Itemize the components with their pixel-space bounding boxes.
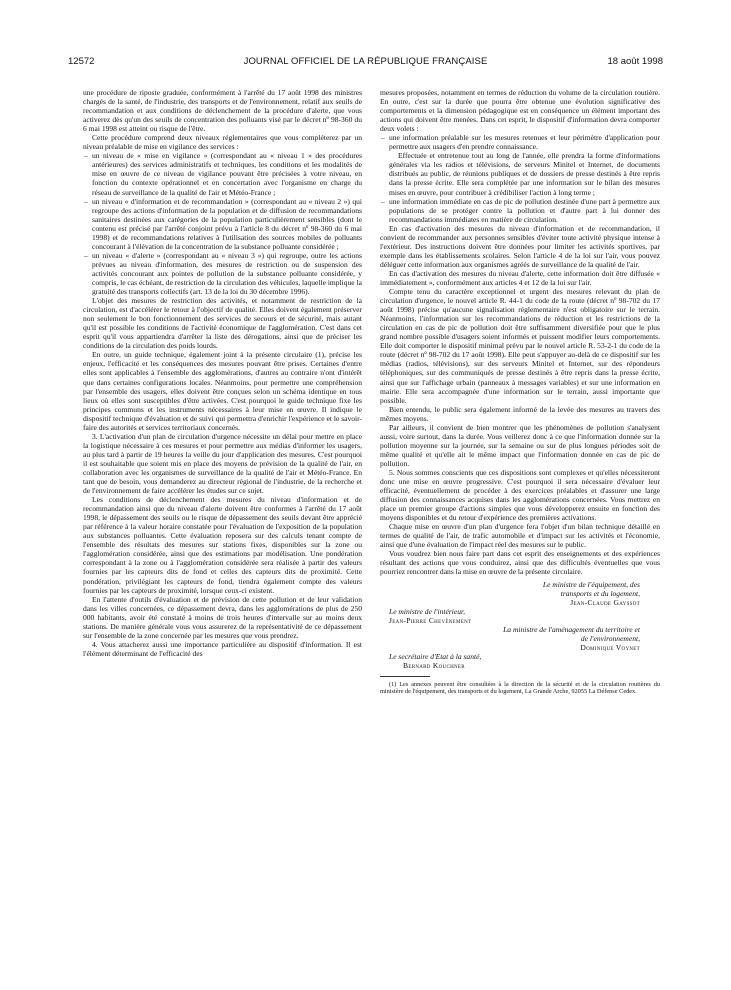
paragraph: Par ailleurs, il convient de bien montrer que les phénomènes de pollution s'analysent aussi, voire surtout, dans la durée. Vous veillerez donc à ce que l'information donnée sur la pollution moyenne sur la journée, sur la semaine ou sur de plus longues périodes soit de même qualité et qu'elle ait le même impact que l'information donnée en cas de pic de pollution. [380,422,660,468]
left-column [83,88,362,978]
publication-date: 18 août 1998 [607,56,663,67]
paragraph: Les conditions de déclenchement des mesures du niveau d'information et de recommandation ainsi que du niveau d'alerte doivent être conformes à l'arrêté du 17 août 1998, le dépassement des seuils ou le risque de dépassement des seuils devant être apprécié par référence à la valeur horaire constatée pour l'évaluation de l'exposition de la population aux substances polluantes. Cette évaluation reposera sur des calculs tenant compte de l'ensemble des résultats des mesures sur stations fixes, disponibles sur la zone ou l'agglomération considérée, ainsi que des estimations par modélisation. Une pondération correspondant à la zone ou à l'agglomération considérée sera réalisée à partir des valeurs fournies par les capteurs dits de fond et celles des capteurs dits de proximité. Cette pondération, privilégiant les capteurs de fond, tiendra également compte des valeurs fournies par les capteurs de proximité, lorsque ceux-ci existent. [83,495,362,595]
list-item: – un niveau « d'alerte » (correspondant au « niveau 3 ») qui regroupe, outre les actions prévues au niveau d'information, des mesures de restriction ou de suspension des activités concourant aux pointes de pollution de la substance polluante considérée, y compris, le cas échéant, de restriction de la circulation des véhicules, laquelle implique la gratuité des transports collectifs (art. 13 de la loi du 30 décembre 1996). [92,251,362,296]
footnote-divider [380,676,430,677]
list-item: – une information immédiate en cas de pic de pollution destinée d'une part à permettre aux populations de se protéger contre la pollution et d'autre part à lui donner des recommandations immédiates en matière de circulation. [389,197,660,224]
signatory-title: Le ministre de l'équipement, des transports et du logement, [542,579,640,598]
signatory-title: Le secrétaire d'Etat à la santé, [389,651,482,661]
signatory-title: La ministre de l'aménagement du territoire et de l'environnement, [503,624,640,643]
list-item: – un niveau de « mise en vigilance » (correspondant au « niveau 1 » des procédures antérieures) des services administratifs et techniques, les conditions et les modalités de mise en œuvre de ce niveau de vigilance pouvant être précisées à votre niveau, en fonction du contexte opérationnel et en concertation avec l'organisme en charge du réseau de surveillance de la qualité de l'air et Météo-France ; [92,151,362,196]
signatory-name: Dominique Voynet [580,642,640,652]
page-header [68,56,663,70]
paragraph: Bien entendu, le public sera également informé de la levée des mesures au travers des mêmes moyens. [380,404,660,423]
paragraph: Effectuée et entretenue tout au long de l'année, elle prendra la forme d'informations générales via les radios et télévisions, de serveurs Minitel et Internet, de documents distribués au public, de réunions publiques et de dossiers de presse destinés à être repris dans la presse écrite. Elle sera complétée par une information sur le bilan des mesures mises en œuvre, pour contribuer à crédibiliser l'action à long terme ; [389,151,660,197]
level-list [83,151,362,296]
paragraph: une procédure de riposte graduée, conformément à l'arrêté du 17 août 1998 des ministres chargés de la santé, de l'industrie, des transports et de l'environnement, relatif aux seuils de recommandation et aux conditions de déclenchement de la procédure d'alerte, que vous activerez dès qu'un des seuils de concentration des polluants visé par le décret nº 98-360 du 6 mai 1998 est atteint ou risque de l'être. [83,88,362,134]
paragraph: 4. Vous attacherez aussi une importance particulière au dispositif d'information. Il est l'élément déterminant de l'efficacité des [83,639,362,658]
paragraph: Compte tenu du caractère exceptionnel et urgent des mesures relevant du plan de circulation d'urgence, le nouvel article R. 44-1 du code de la route (décret nº 98-702 du 17 août 1998) précise qu'aucune signalisation réglementaire n'est obligatoire sur le terrain. Néanmoins, l'information sur les recommandations de réduction et les restrictions de la circulation en cas de pic de pollution doit être suffisamment diversifiée pour que le plus grand nombre possible d'usagers soient informés et puissent modifier leurs comportements. Elle doit comporter le dispositif minimal prévu par le nouvel article R. 53-2-1 du code de la route (décret nº 98-702 du 17 août 1998). Elle peut s'appuyer au-delà de ce dispositif sur les médias (radios, télévisions), sur des serveurs Minitel et Internet, sur des répondeurs téléphoniques, sur des communiqués de presse destinés à être repris dans la presse écrite, ainsi que sur l'affichage urbain (panneaux à messages variables) et sur une information en mairie. Elle sera accompagnée d'une information sur le terrain, aussi importante que possible. [380,287,660,405]
information-list [380,133,660,151]
paragraph: mesures proposées, notamment en termes de réduction du volume de la circulation routière. En outre, c'est sur la durée que pourra être obtenue une évolution significative des comportements et la dimension pédagogique est en conséquence un élément important des actions qui doivent être menées. Dans cet esprit, le dispositif d'information devra comporter deux volets : [380,88,660,134]
signatory-name: Jean-Claude Gayssot [570,597,640,607]
paragraph: En l'attente d'outils d'évaluation et de prévision de cette pollution et de leur validation dans les villes concernées, ce dépassement devra, dans les agglomérations de plus de 250 000 habitants, avoir été constaté à moins de trois heures d'intervalle sur au moins deux stations. De manière générale vous vous assurerez de la représentativité de ce dépassement sur l'ensemble de la zone concernée par les mesures que vous prendrez. [83,594,362,640]
information-list [380,197,660,224]
paragraph: L'objet des mesures de restriction des activités, et notamment de restriction de la circulation, est d'accélérer le retour à l'objectif de qualité. Elles doivent également préserver non seulement le bon fonctionnement des services de secours et de sécurité, mais autant qu'il est possible les conditions de l'activité économique de l'agglomération. C'est dans cet esprit qu'il vous appartiendra d'arrêter la liste des dérogations, ainsi que de préciser les conditions de la circulation des poids lourds. [83,296,362,351]
paragraph: Cette procédure comprend deux niveaux réglementaires que vous compléterez par un niveau préalable de mise en vigilance des services : [83,133,362,152]
footnote: (1) Les annexes peuvent être consultées à la direction de la sécurité et de la circulation routières du ministère de l'équipement, des transports et du logement, La Grande Arche, 92055 La Défense Cedex. [380,681,660,696]
paragraph: Vous voudrez bien nous faire part dans cet esprit des enseignements et des expériences résultant des actions que vous conduirez, ainsi que des difficultés éventuelles que vous pourriez rencontrer dans la mise en œuvre de la présente circulaire. [380,549,660,577]
signature-block [380,580,660,670]
paragraph: En cas d'activation des mesures du niveau d'information et de recommandation, il convient de recommander aux personnes sensibles d'éviter toute activité physique intense à l'extérieur. Des instructions doivent être données pour limiter les activités sportives, par exemple dans les établissements scolaires. Selon l'article 4 de la loi sur l'air, vous pouvez déléguer cette information aux organismes agréés de surveillance de la qualité de l'air. [380,223,660,269]
journal-title: JOURNAL OFFICIEL DE LA RÉPUBLIQUE FRANÇAISE [243,56,488,67]
page-number: 12572 [68,56,95,67]
paragraph: 5. Nous sommes conscients que ces dispositions sont complexes et qu'elles nécessiteront donc une mise en œuvre progressive. C'est pourquoi il sera nécessaire d'évaluer leur efficacité, éventuellement de procéder à des exercices préalables et d'assurer une large diffusion des connaissances acquises dans les agglomérations concernées. Vous mettrez en place un premier groupe d'actions simples que vous développerez ensuite en fonction des moyens disponibles et du retour d'expérience des premières activations. [380,467,660,523]
paragraph: 3. L'activation d'un plan de circulation d'urgence nécessite un délai pour mettre en place la logistique nécessaire à ces mesures et pour permettre aux médias d'informer les usagers, au plus tard à partir de 19 heures la veille du jour d'application des mesures. C'est pourquoi il est souhaitable que soient mis en place des moyens de prévision de la qualité de l'air, en collaboration avec les organismes de surveillance de la qualité de l'air et Météo-France. En tant que de besoin, vous demanderez au directeur régional de l'industrie, de la recherche et de l'environnement de faire accélérer les études sur ce sujet. [83,431,362,496]
paragraph: Chaque mise en œuvre d'un plan d'urgence fera l'objet d'un bilan technique détaillé en termes de qualité de l'air, de trafic automobile et d'impact sur les activités et l'économie, ainsi que d'une évaluation de l'impact réel des mesures sur le public. [380,522,660,550]
signatory-title: Le ministre de l'intérieur, [389,606,465,616]
list-item: – une information préalable sur les mesures retenues et leur périmètre d'application pour permettre aux usagers d'en prendre connaissance. [389,133,660,151]
signatory-name: Bernard Kouchner [403,660,465,670]
right-column [380,88,660,978]
paragraph: En outre, un guide technique, également joint à la présente circulaire (1), précise les enjeux, l'efficacité et les conséquences des mesures pouvant être prises. Certaines d'entre elles sont applicables à l'ensemble des agglomérations, d'autres au contraire n'ont d'intérêt que dans certaines configurations locales. Néanmoins, pour permettre une compréhension par l'ensemble des usagers, elles doivent être conçues selon un schéma identique en tous lieux où elles sont susceptibles d'être activées. C'est pourquoi le guide technique fixe les principes communs et les instruments nécessaires à leur mise en œuvre. Il indique le dispositif technique d'évaluation et de suivi qui permettra d'enrichir l'expérience et le savoir-faire des autorités et services territoriaux concernés. [83,350,362,432]
list-item: – un niveau « d'information et de recommandation » (correspondant au « niveau 2 ») qui regroupe des actions d'information de la population et de diffusion de recommandations sanitaires destinées aux catégories de la population particulièrement sensibles (dont le contenu est précisé par l'arrêté conjoint prévu à l'article 8 du décret nº 98-360 du 6 mai 1998) et de recommandations relatives à l'utilisation des sources mobiles de polluants concourant à l'élévation de la concentration de la substance polluante considérée ; [92,197,362,251]
signatory-name: Jean-Pierre Chevènement [389,615,472,625]
paragraph: En cas d'activation des mesures du niveau d'alerte, cette information doit être diffusée « immédiatement », conformément aux articles 4 et 12 de la loi sur l'air. [380,268,660,287]
